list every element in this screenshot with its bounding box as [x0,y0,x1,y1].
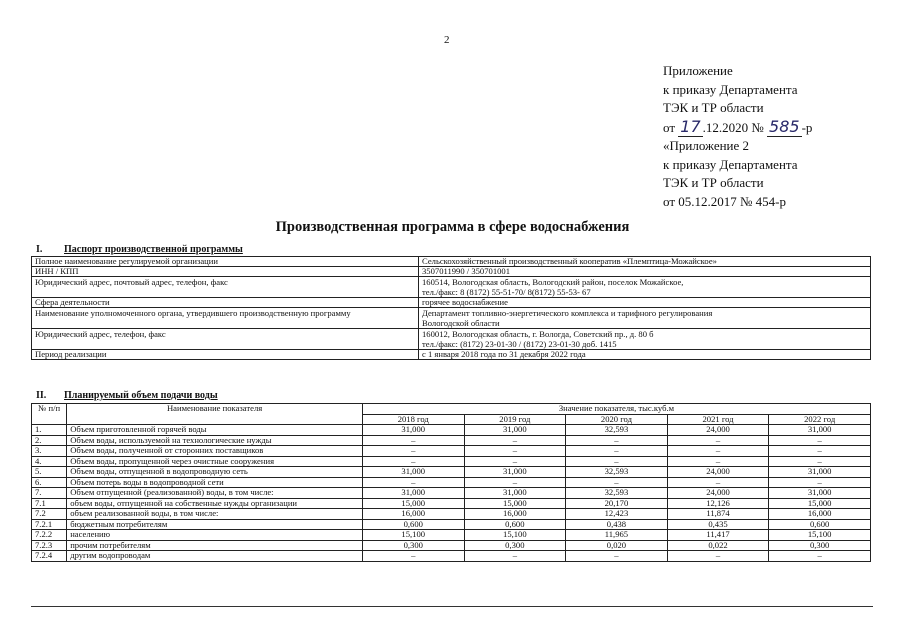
table-row [32,530,871,541]
row-number: 4. [32,456,67,467]
volume-table [31,403,871,562]
column-header-values: Значение показателя, тыс.куб.м [362,404,870,415]
row-value: 32,593 [566,467,668,478]
row-value: – [667,551,769,562]
row-value: 15,000 [464,498,566,509]
row-value: – [769,435,871,446]
passport-value [419,350,871,360]
row-value: – [769,456,871,467]
date-prefix: от [663,119,676,135]
row-value: – [566,435,668,446]
table-row [32,467,871,478]
table-row [32,488,871,499]
column-header-name: Наименование показателя [67,404,363,425]
passport-label: Юридический адрес, телефон, факс [32,329,419,350]
table-row [32,435,871,446]
row-name: Объем воды, полученной от сторонних поставщиков [67,446,363,457]
table-row [32,477,871,488]
row-name: прочим потребителям [67,540,363,551]
row-value: – [667,446,769,457]
row-value: 12,423 [566,509,668,520]
page-number: 2 [444,34,450,46]
row-value: 0,600 [362,519,464,530]
year-header: 2019 год [464,414,566,425]
row-number: 5. [32,467,67,478]
row-value: 11,417 [667,530,769,541]
passport-value [419,298,871,308]
row-value: 24,000 [667,488,769,499]
row-value: 16,000 [769,509,871,520]
order-suffix: -р [801,119,813,135]
row-name: населению [67,530,363,541]
row-number: 7.2 [32,509,67,520]
row-value: 31,000 [464,467,566,478]
appendix-line: к приказу Департамента [663,81,798,97]
row-value: 20,170 [566,498,668,509]
table-row [32,425,871,436]
year-header: 2021 год [667,414,769,425]
row-value: 15,000 [769,498,871,509]
passport-label: Сфера деятельности [32,298,419,308]
table-row [32,551,871,562]
table-row [32,509,871,520]
document-title: Производственная программа в сфере водоснабжения [275,219,630,235]
passport-value-line: тел./факс: (8172) 23-01-30 / (8172) 23-01-30 доб. 1415 [422,339,617,349]
section-number: II. [36,390,47,401]
row-value: 31,000 [464,488,566,499]
row-name: Объем приготовленной горячей воды [67,425,363,436]
row-value: – [667,456,769,467]
row-value: 32,593 [566,488,668,499]
row-value: 12,126 [667,498,769,509]
passport-label: ИНН / КПП [32,267,419,277]
appendix-line: Приложение [663,63,733,78]
handwritten-order-number: 585 [769,116,800,136]
row-number: 7.1 [32,498,67,509]
row-value: 11,874 [667,509,769,520]
appendix-block [663,62,812,211]
passport-value-line: 160012, Вологодская область, г. Вологда, Советский пр., д. 80 б [422,329,654,339]
appendix-line: ТЭК и ТР области [663,175,764,190]
passport-value [419,267,871,277]
row-value: – [362,456,464,467]
row-value: 31,000 [362,467,464,478]
row-value: 15,000 [362,498,464,509]
appendix-line: от 05.12.2017 № 454-р [663,193,786,209]
date-mid: .12.2020 № [702,119,764,135]
row-name: Объем воды, пропущенной через очистные сооружения [67,456,363,467]
passport-row [32,298,871,308]
passport-label: Полное наименование регулируемой организации [32,257,419,267]
row-value: 0,600 [769,519,871,530]
row-value: 15,100 [362,530,464,541]
row-value: 31,000 [769,467,871,478]
passport-row [32,308,871,329]
row-value: – [769,551,871,562]
row-value: – [667,477,769,488]
row-name: объем воды, отпущенной на собственные нужды организации [67,498,363,509]
year-header: 2020 год [566,414,668,425]
passport-row [32,277,871,298]
row-value: – [667,435,769,446]
row-value: 0,020 [566,540,668,551]
row-value: 31,000 [464,425,566,436]
passport-value-line: Сельскохозяйственный производственный кооператив «Племптица-Можайское» [422,256,717,266]
passport-value [419,277,871,298]
row-value: – [464,435,566,446]
table-row [32,498,871,509]
section-heading-volume [36,390,218,401]
year-header: 2022 год [769,414,871,425]
row-value: – [464,456,566,467]
passport-value-line: 160514, Вологодская область, Вологодский район, поселок Можайское, [422,277,684,287]
row-value: 16,000 [362,509,464,520]
passport-row [32,267,871,277]
table-row [32,519,871,530]
table-row [32,456,871,467]
row-value: 15,100 [769,530,871,541]
bottom-rule [31,606,873,607]
passport-value-line: Вологодской области [422,318,500,328]
row-value: – [362,477,464,488]
row-value: – [566,477,668,488]
passport-value [419,329,871,350]
row-value: 0,300 [769,540,871,551]
row-number: 7.2.2 [32,530,67,541]
row-value: 0,022 [667,540,769,551]
table-row [32,446,871,457]
row-number: 7.2.3 [32,540,67,551]
handwritten-day: 17 [680,116,701,136]
passport-row [32,350,871,360]
row-value: 32,593 [566,425,668,436]
row-value: 24,000 [667,425,769,436]
row-value: 31,000 [362,488,464,499]
passport-label: Юридический адрес, почтовый адрес, телефон, факс [32,277,419,298]
row-value: – [566,446,668,457]
section-title: Паспорт производственной программы [64,244,243,255]
appendix-line: ТЭК и ТР области [663,100,764,115]
row-number: 3. [32,446,67,457]
row-value: – [464,477,566,488]
passport-table [31,256,871,360]
row-name: Объем воды, используемой на технологические нужды [67,435,363,446]
passport-row [32,257,871,267]
row-value: 15,100 [464,530,566,541]
row-number: 7.2.1 [32,519,67,530]
row-number: 2. [32,435,67,446]
row-name: Объем воды, отпущенной в водопроводную сеть [67,467,363,478]
row-name: другим водопроводам [67,551,363,562]
row-value: – [362,446,464,457]
passport-value [419,257,871,267]
passport-value-line: с 1 января 2018 года по 31 декабря 2022 года [422,349,586,359]
row-value: 0,300 [464,540,566,551]
row-value: 0,600 [464,519,566,530]
passport-label: Наименование уполномоченного органа, утвердившего производственную программу [32,308,419,329]
row-value: 16,000 [464,509,566,520]
row-value: – [464,551,566,562]
row-number: 7. [32,488,67,499]
row-name: бюджетным потребителям [67,519,363,530]
row-name: Объем отпущенной (реализованной) воды, в том числе: [67,488,363,499]
row-number: 1. [32,425,67,436]
row-value: 31,000 [362,425,464,436]
row-value: 0,300 [362,540,464,551]
appendix-line: «Приложение 2 [663,138,750,153]
row-value: 0,435 [667,519,769,530]
passport-value-line: 3507011990 / 350701001 [422,266,511,276]
row-value: 31,000 [769,488,871,499]
table-row [32,540,871,551]
passport-value [419,308,871,329]
row-number: 7.2.4 [32,551,67,562]
passport-value-line: Департамент топливно-энергетического комплекса и тарифного регулирования [422,308,713,318]
row-name: объем реализованной воды, в том числе: [67,509,363,520]
row-value: – [566,551,668,562]
appendix-date-line [663,118,812,138]
row-value: 24,000 [667,467,769,478]
row-number: 6. [32,477,67,488]
row-value: – [566,456,668,467]
section-number: I. [36,244,43,255]
passport-value-line: тел./факс: 8 (8172) 55-51-70/ 8(8172) 55-53- 67 [422,287,591,297]
row-value: – [464,446,566,457]
passport-value-line: горячее водоснабжение [422,297,508,307]
section-heading-passport [36,244,243,255]
row-name: Объем потерь воды в водопроводной сети [67,477,363,488]
row-value: – [769,477,871,488]
appendix-line: к приказу Департамента [663,156,798,172]
row-value: 31,000 [769,425,871,436]
column-header-number: № п/п [32,404,67,425]
row-value: – [362,551,464,562]
year-header: 2018 год [362,414,464,425]
section-title: Планируемый объем подачи воды [64,390,218,401]
passport-label: Период реализации [32,350,419,360]
row-value: – [362,435,464,446]
passport-row [32,329,871,350]
row-value: 11,965 [566,530,668,541]
row-value: 0,438 [566,519,668,530]
row-value: – [769,446,871,457]
